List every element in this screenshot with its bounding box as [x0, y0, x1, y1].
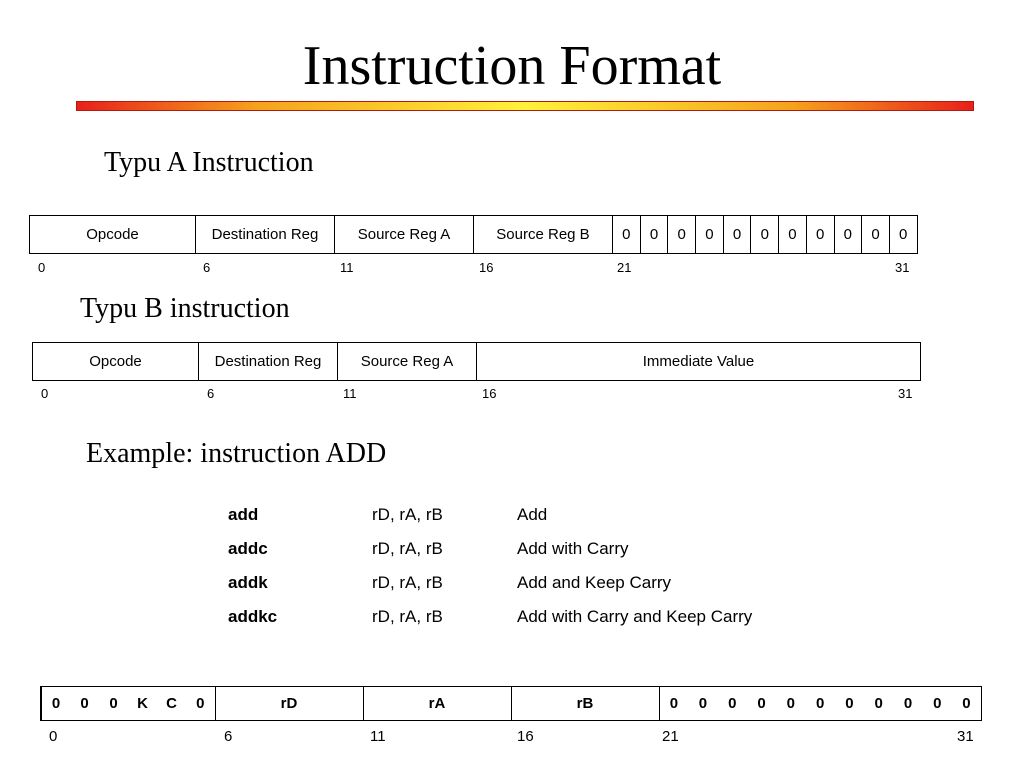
instruction-mnemonic: addc	[228, 539, 268, 558]
zero-bit-field: 0	[923, 687, 952, 721]
bit-label: 11	[340, 260, 354, 275]
zero-bit-field: 0	[806, 216, 834, 254]
source-reg-b-field: Source Reg B	[474, 216, 613, 254]
rb-field: rB	[511, 687, 659, 721]
add-encoding-table	[40, 686, 982, 721]
slide-title: Instruction Format	[302, 35, 722, 97]
zero-bit-field: 0	[659, 687, 688, 721]
bit-label: 31	[957, 728, 974, 745]
opcode-field: Opcode	[33, 343, 199, 381]
instruction-operands: rD, rA, rB	[372, 573, 443, 592]
bit-label: 6	[203, 260, 211, 275]
zero-bit-field: 0	[723, 216, 751, 254]
source-reg-a-field: Source Reg A	[338, 343, 477, 381]
opcode-bit: 0	[41, 687, 70, 721]
instruction-description: Add and Keep Carry	[517, 573, 672, 592]
zero-bit-field: 0	[952, 687, 981, 721]
bit-label: 11	[370, 728, 386, 745]
opcode-field: Opcode	[30, 216, 196, 254]
instruction-mnemonic: addkc	[228, 607, 278, 626]
zero-bit-field: 0	[688, 687, 717, 721]
rd-field: rD	[215, 687, 363, 721]
carry-bit: C	[157, 687, 186, 721]
list-item	[228, 607, 848, 641]
zero-bit-field: 0	[696, 216, 724, 254]
immediate-value-field: Immediate Value	[477, 343, 921, 381]
instruction-description: Add	[517, 505, 548, 524]
zero-bit-field: 0	[718, 687, 747, 721]
bit-label: 0	[38, 260, 46, 275]
bit-label: 0	[49, 728, 58, 745]
type-b-heading: Typu B instruction	[80, 293, 290, 324]
type-a-heading: Typu A Instruction	[104, 147, 314, 178]
zero-bit-field: 0	[864, 687, 893, 721]
list-item	[228, 505, 848, 539]
zero-bit-field: 0	[805, 687, 834, 721]
zero-bit-field: 0	[834, 216, 862, 254]
bit-label: 16	[482, 386, 497, 401]
opcode-bit: 0	[70, 687, 99, 721]
opcode-bit: 0	[186, 687, 215, 721]
keep-carry-bit: K	[128, 687, 157, 721]
add-instruction-list	[228, 505, 848, 641]
bit-label: 21	[617, 260, 632, 275]
ra-field: rA	[363, 687, 511, 721]
title-underline-bar	[76, 101, 974, 111]
instruction-operands: rD, rA, rB	[372, 505, 443, 524]
zero-bit-field: 0	[668, 216, 696, 254]
type-b-format-table	[32, 342, 921, 381]
zero-bit-field: 0	[613, 216, 641, 254]
bit-label: 0	[41, 386, 49, 401]
type-b-bit-labels	[0, 386, 1024, 402]
type-a-bit-labels	[0, 260, 1024, 276]
zero-bit-field: 0	[893, 687, 922, 721]
zero-bit-field: 0	[751, 216, 779, 254]
type-a-format-table	[29, 215, 918, 254]
instruction-operands: rD, rA, rB	[372, 607, 443, 626]
instruction-description: Add with Carry and Keep Carry	[517, 607, 753, 626]
instruction-mnemonic: add	[228, 505, 259, 524]
bit-label: 11	[343, 386, 357, 401]
bit-label: 6	[224, 728, 233, 745]
zero-bit-field: 0	[776, 687, 805, 721]
instruction-description: Add with Carry	[517, 539, 629, 558]
opcode-bit: 0	[99, 687, 128, 721]
instruction-operands: rD, rA, rB	[372, 539, 443, 558]
zero-bit-field: 0	[862, 216, 890, 254]
zero-bit-field: 0	[835, 687, 864, 721]
example-heading: Example: instruction ADD	[86, 438, 387, 469]
destination-reg-field: Destination Reg	[196, 216, 335, 254]
destination-reg-field: Destination Reg	[199, 343, 338, 381]
bit-label: 16	[479, 260, 494, 275]
bit-label: 16	[517, 728, 534, 745]
add-encoding-bit-labels	[0, 728, 1024, 748]
zero-bit-field: 0	[889, 216, 917, 254]
list-item	[228, 539, 848, 573]
bit-label: 21	[662, 728, 679, 745]
zero-bit-field: 0	[747, 687, 776, 721]
zero-bit-field: 0	[779, 216, 807, 254]
zero-bit-field: 0	[640, 216, 668, 254]
instruction-mnemonic: addk	[228, 573, 268, 592]
bit-label: 31	[895, 260, 910, 275]
source-reg-a-field: Source Reg A	[335, 216, 474, 254]
list-item	[228, 573, 848, 607]
bit-label: 6	[207, 386, 215, 401]
bit-label: 31	[898, 386, 913, 401]
